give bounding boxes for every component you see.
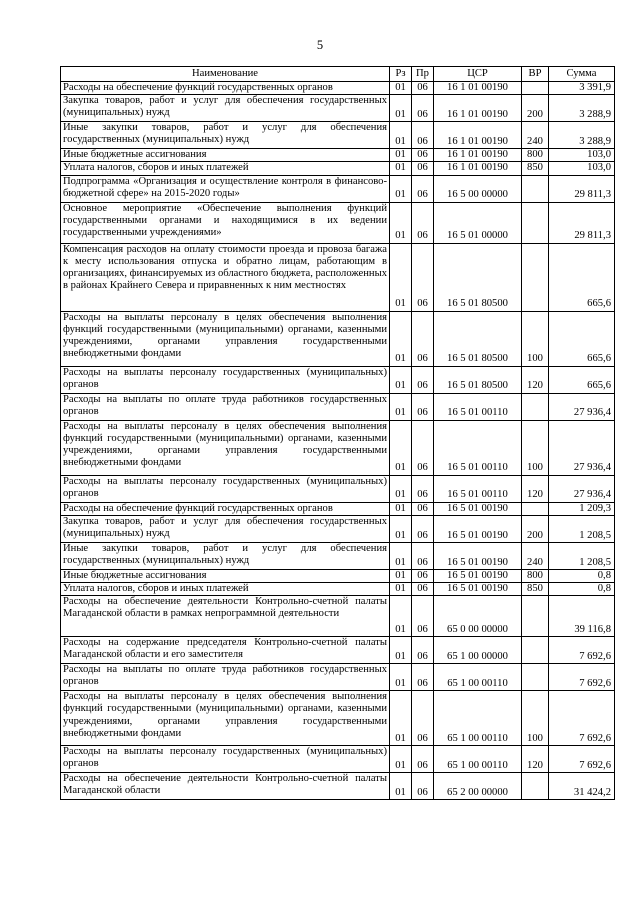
row-name-cell: Иные закупки товаров, работ и услуг для обеспечения государственных (муниципальных) нужд (61, 542, 390, 569)
row-rz-cell: 01 (390, 162, 412, 175)
row-sum-cell: 39 116,8 (549, 596, 615, 637)
row-sum-cell: 7 692,6 (549, 691, 615, 746)
row-vr-cell (522, 664, 549, 691)
row-name-cell: Расходы на обеспечение деятельности Контрольно-счетной палаты Магаданской области (61, 773, 390, 800)
row-pr-cell: 06 (412, 95, 434, 122)
row-sum-cell: 29 811,3 (549, 175, 615, 202)
row-pr-cell: 06 (412, 420, 434, 475)
row-name-cell: Компенсация расходов на оплату стоимости проезда и провоза багажа к месту использования отпуска и обратно лицам, работающим в организациях, финансируемых из областного бюджета, расположенных в районах Крайнего Севера и приравненных к ним местностях (61, 243, 390, 311)
row-csr-cell: 65 1 00 00110 (434, 664, 522, 691)
row-sum-cell: 0,8 (549, 569, 615, 582)
row-csr-cell: 65 1 00 00000 (434, 637, 522, 664)
row-sum-cell: 103,0 (549, 149, 615, 162)
row-csr-cell: 16 5 01 80500 (434, 366, 522, 393)
row-sum-cell: 7 692,6 (549, 664, 615, 691)
row-rz-cell: 01 (390, 475, 412, 502)
row-sum-cell: 29 811,3 (549, 202, 615, 243)
row-pr-cell: 06 (412, 162, 434, 175)
row-vr-cell: 120 (522, 475, 549, 502)
table-row (61, 583, 615, 596)
row-name-cell: Уплата налогов, сборов и иных платежей (61, 583, 390, 596)
row-pr-cell: 06 (412, 596, 434, 637)
row-csr-cell: 16 5 01 00190 (434, 502, 522, 515)
row-rz-cell: 01 (390, 95, 412, 122)
row-rz-cell: 01 (390, 243, 412, 311)
table-row (61, 502, 615, 515)
row-csr-cell: 16 5 01 00110 (434, 475, 522, 502)
row-pr-cell: 06 (412, 502, 434, 515)
row-rz-cell: 01 (390, 664, 412, 691)
row-rz-cell: 01 (390, 542, 412, 569)
row-vr-cell (522, 502, 549, 515)
row-rz-cell: 01 (390, 569, 412, 582)
row-csr-cell: 65 1 00 00110 (434, 691, 522, 746)
row-pr-cell: 06 (412, 149, 434, 162)
row-rz-cell: 01 (390, 82, 412, 95)
table-row (61, 475, 615, 502)
row-csr-cell: 16 1 01 00190 (434, 162, 522, 175)
row-csr-cell: 65 0 00 00000 (434, 596, 522, 637)
row-name-cell: Расходы на обеспечение функций государственных органов (61, 82, 390, 95)
row-csr-cell: 65 2 00 00000 (434, 773, 522, 800)
table-row (61, 122, 615, 149)
row-vr-cell: 850 (522, 583, 549, 596)
row-pr-cell: 06 (412, 542, 434, 569)
row-vr-cell (522, 243, 549, 311)
row-csr-cell: 16 5 01 80500 (434, 311, 522, 366)
row-csr-cell: 16 1 01 00190 (434, 95, 522, 122)
row-name-cell: Уплата налогов, сборов и иных платежей (61, 162, 390, 175)
row-name-cell: Расходы на содержание председателя Контрольно-счетной палаты Магаданской области и его заместителя (61, 637, 390, 664)
row-vr-cell: 800 (522, 569, 549, 582)
row-pr-cell: 06 (412, 475, 434, 502)
row-sum-cell: 31 424,2 (549, 773, 615, 800)
row-rz-cell: 01 (390, 583, 412, 596)
row-vr-cell: 200 (522, 95, 549, 122)
table-row (61, 393, 615, 420)
row-rz-cell: 01 (390, 746, 412, 773)
row-name-cell: Расходы на обеспечение функций государственных органов (61, 502, 390, 515)
row-rz-cell: 01 (390, 366, 412, 393)
row-vr-cell: 100 (522, 420, 549, 475)
row-name-cell: Иные закупки товаров, работ и услуг для обеспечения государственных (муниципальных) нужд (61, 122, 390, 149)
table-row (61, 773, 615, 800)
row-vr-cell: 240 (522, 542, 549, 569)
column-header-sum: Сумма (549, 67, 615, 82)
row-name-cell: Расходы на выплаты по оплате труда работников государственных органов (61, 664, 390, 691)
table-row (61, 243, 615, 311)
row-vr-cell (522, 82, 549, 95)
row-sum-cell: 0,8 (549, 583, 615, 596)
row-name-cell: Иные бюджетные ассигнования (61, 149, 390, 162)
column-header-csr: ЦСР (434, 67, 522, 82)
row-name-cell: Закупка товаров, работ и услуг для обеспечения государственных (муниципальных) нужд (61, 515, 390, 542)
row-pr-cell: 06 (412, 122, 434, 149)
row-rz-cell: 01 (390, 175, 412, 202)
row-vr-cell (522, 393, 549, 420)
row-vr-cell: 850 (522, 162, 549, 175)
row-csr-cell: 16 1 01 00190 (434, 149, 522, 162)
row-pr-cell: 06 (412, 664, 434, 691)
row-vr-cell: 100 (522, 691, 549, 746)
row-pr-cell: 06 (412, 311, 434, 366)
row-rz-cell: 01 (390, 393, 412, 420)
table-row (61, 637, 615, 664)
row-name-cell: Иные бюджетные ассигнования (61, 569, 390, 582)
row-csr-cell: 16 5 01 00190 (434, 515, 522, 542)
row-rz-cell: 01 (390, 596, 412, 637)
row-csr-cell: 16 5 00 00000 (434, 175, 522, 202)
row-sum-cell: 1 208,5 (549, 542, 615, 569)
row-csr-cell: 16 5 01 80500 (434, 243, 522, 311)
row-pr-cell: 06 (412, 691, 434, 746)
column-header-name: Наименование (61, 67, 390, 82)
row-sum-cell: 1 209,3 (549, 502, 615, 515)
row-pr-cell: 06 (412, 515, 434, 542)
row-sum-cell: 3 391,9 (549, 82, 615, 95)
row-pr-cell: 06 (412, 366, 434, 393)
row-csr-cell: 16 5 01 00110 (434, 393, 522, 420)
row-sum-cell: 1 208,5 (549, 515, 615, 542)
row-vr-cell (522, 773, 549, 800)
row-sum-cell: 7 692,6 (549, 637, 615, 664)
row-sum-cell: 27 936,4 (549, 393, 615, 420)
row-name-cell: Подпрограмма «Организация и осуществление контроля в финансово-бюджетной сфере» на 2015-2020 годы» (61, 175, 390, 202)
row-pr-cell: 06 (412, 202, 434, 243)
row-csr-cell: 16 5 01 00000 (434, 202, 522, 243)
table-row (61, 311, 615, 366)
row-rz-cell: 01 (390, 691, 412, 746)
column-header-vr: ВР (522, 67, 549, 82)
column-header-pr: Пр (412, 67, 434, 82)
table-row (61, 202, 615, 243)
row-rz-cell: 01 (390, 502, 412, 515)
table-header-row (61, 67, 615, 82)
row-pr-cell: 06 (412, 746, 434, 773)
table-row (61, 366, 615, 393)
row-name-cell: Расходы на выплаты персоналу в целях обеспечения выполнения функций государственными (муниципальными) органами, казенными учреждениями, органами управления государственными внебюджетными фондами (61, 311, 390, 366)
row-sum-cell: 27 936,4 (549, 420, 615, 475)
row-rz-cell: 01 (390, 122, 412, 149)
row-csr-cell: 16 1 01 00190 (434, 82, 522, 95)
row-csr-cell: 16 5 01 00190 (434, 583, 522, 596)
row-sum-cell: 27 936,4 (549, 475, 615, 502)
table-row (61, 95, 615, 122)
page-number: 5 (316, 38, 324, 52)
table-row (61, 542, 615, 569)
row-sum-cell: 3 288,9 (549, 95, 615, 122)
row-vr-cell (522, 175, 549, 202)
row-csr-cell: 16 1 01 00190 (434, 122, 522, 149)
row-sum-cell: 3 288,9 (549, 122, 615, 149)
row-vr-cell: 240 (522, 122, 549, 149)
row-rz-cell: 01 (390, 420, 412, 475)
table-row (61, 746, 615, 773)
row-name-cell: Расходы на выплаты персоналу в целях обеспечения выполнения функций государственными (муниципальными) органами, казенными учреждениями, органами управления государственными внебюджетными фондами (61, 691, 390, 746)
row-csr-cell: 16 5 01 00110 (434, 420, 522, 475)
table-row (61, 420, 615, 475)
row-vr-cell (522, 202, 549, 243)
row-pr-cell: 06 (412, 637, 434, 664)
row-name-cell: Основное мероприятие «Обеспечение выполнения функций государственными органами и находящимися в их ведении государственными учреждениями» (61, 202, 390, 243)
table-row (61, 569, 615, 582)
row-name-cell: Закупка товаров, работ и услуг для обеспечения государственных (муниципальных) нужд (61, 95, 390, 122)
row-vr-cell: 120 (522, 366, 549, 393)
row-sum-cell: 7 692,6 (549, 746, 615, 773)
row-sum-cell: 103,0 (549, 162, 615, 175)
row-pr-cell: 06 (412, 175, 434, 202)
column-header-rz: Рз (390, 67, 412, 82)
table-row (61, 149, 615, 162)
row-rz-cell: 01 (390, 515, 412, 542)
row-csr-cell: 16 5 01 00190 (434, 569, 522, 582)
row-csr-cell: 16 5 01 00190 (434, 542, 522, 569)
table-row (61, 664, 615, 691)
row-vr-cell: 100 (522, 311, 549, 366)
row-name-cell: Расходы на выплаты персоналу государственных (муниципальных) органов (61, 746, 390, 773)
row-pr-cell: 06 (412, 82, 434, 95)
table-row (61, 175, 615, 202)
row-rz-cell: 01 (390, 202, 412, 243)
table-row (61, 515, 615, 542)
table-row (61, 162, 615, 175)
row-sum-cell: 665,6 (549, 311, 615, 366)
row-rz-cell: 01 (390, 149, 412, 162)
row-name-cell: Расходы на выплаты персоналу государственных (муниципальных) органов (61, 366, 390, 393)
row-sum-cell: 665,6 (549, 243, 615, 311)
row-name-cell: Расходы на выплаты персоналу государственных (муниципальных) органов (61, 475, 390, 502)
row-pr-cell: 06 (412, 243, 434, 311)
row-csr-cell: 65 1 00 00110 (434, 746, 522, 773)
row-pr-cell: 06 (412, 393, 434, 420)
table-row (61, 82, 615, 95)
row-vr-cell (522, 596, 549, 637)
table-row (61, 691, 615, 746)
row-vr-cell (522, 637, 549, 664)
row-pr-cell: 06 (412, 583, 434, 596)
row-vr-cell: 120 (522, 746, 549, 773)
row-vr-cell: 200 (522, 515, 549, 542)
row-rz-cell: 01 (390, 773, 412, 800)
row-pr-cell: 06 (412, 569, 434, 582)
row-name-cell: Расходы на выплаты по оплате труда работников государственных органов (61, 393, 390, 420)
row-name-cell: Расходы на выплаты персоналу в целях обеспечения выполнения функций государственными (муниципальными) органами, казенными учреждениями, органами управления государственными внебюджетными фондами (61, 420, 390, 475)
row-name-cell: Расходы на обеспечение деятельности Контрольно-счетной палаты Магаданской области в рамках непрограммной деятельности (61, 596, 390, 637)
row-pr-cell: 06 (412, 773, 434, 800)
row-rz-cell: 01 (390, 311, 412, 366)
row-vr-cell: 800 (522, 149, 549, 162)
budget-table (60, 66, 615, 800)
row-rz-cell: 01 (390, 637, 412, 664)
row-sum-cell: 665,6 (549, 366, 615, 393)
table-row (61, 596, 615, 637)
